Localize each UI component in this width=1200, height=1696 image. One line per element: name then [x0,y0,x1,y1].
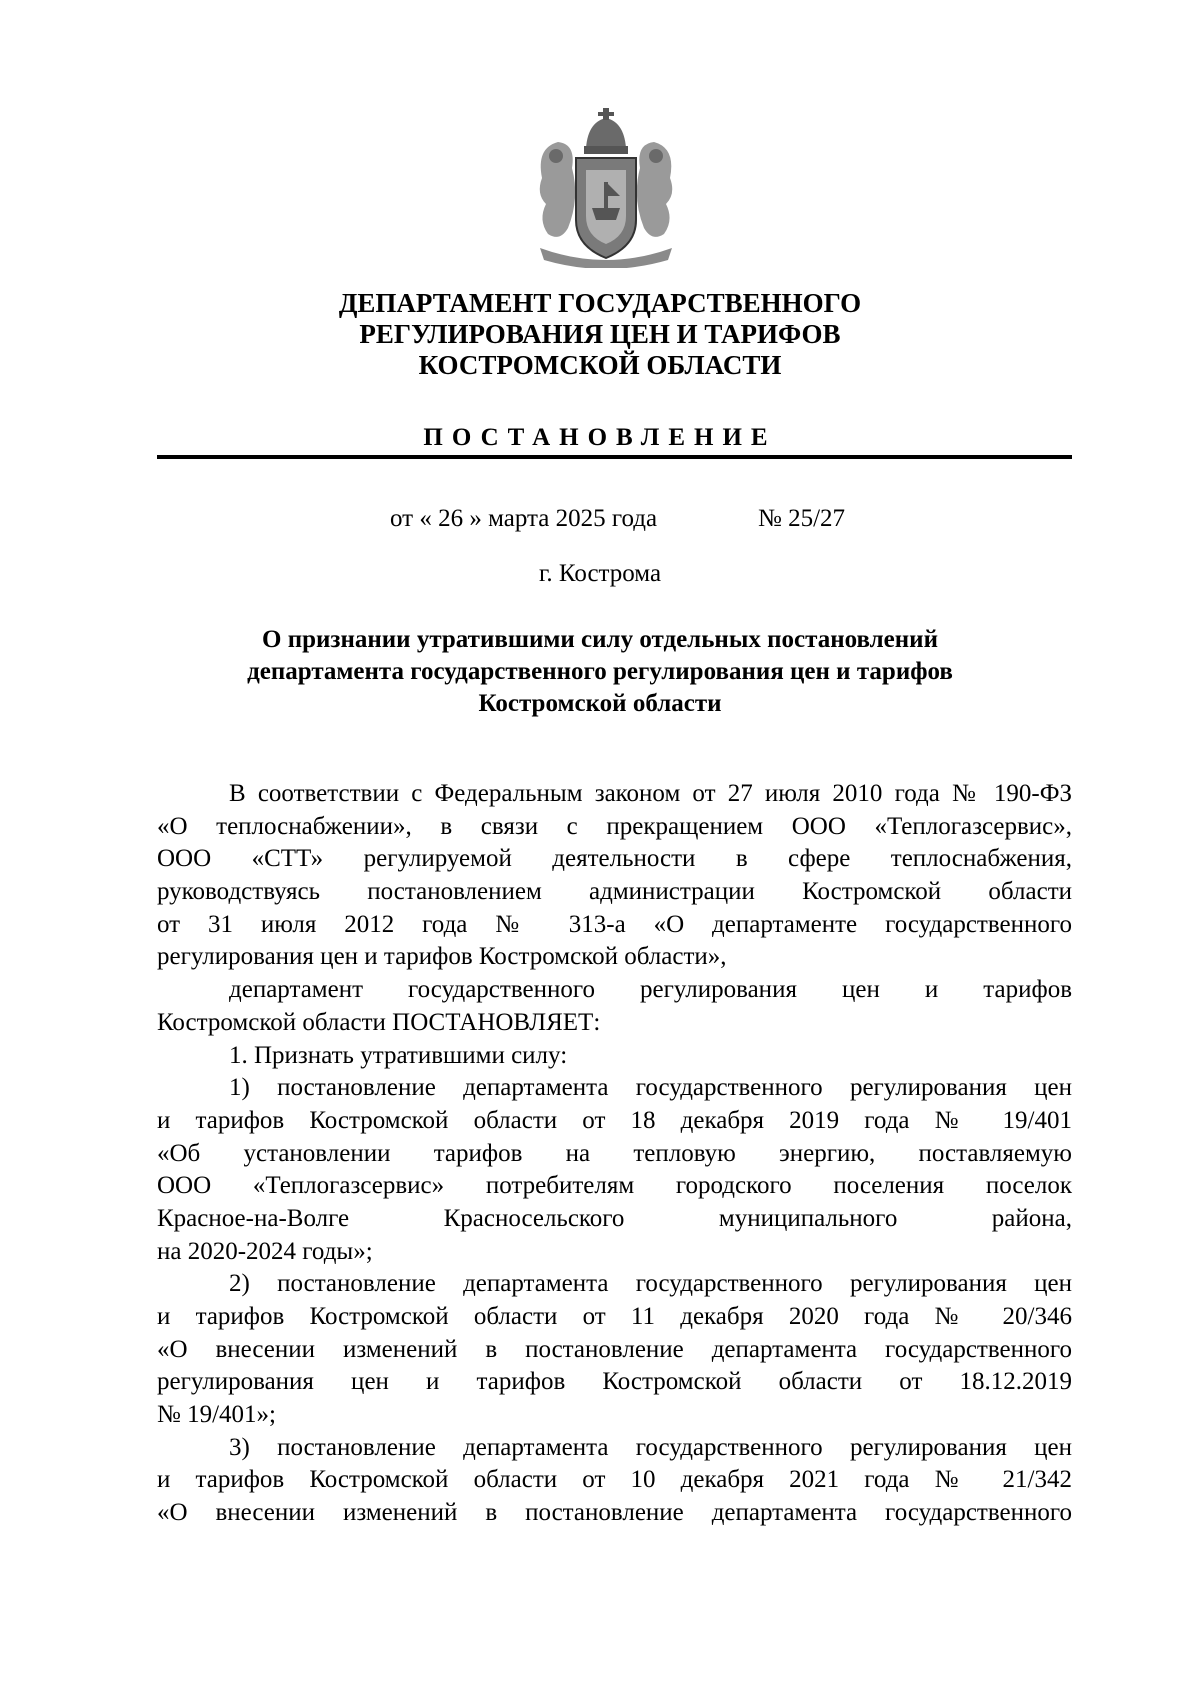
body-line: регулирования цен и тарифов Костромской области от 18.12.2019 [157,1368,1072,1396]
body-line: и тарифов Костромской области от 11 декабря 2020 года № 20/346 [157,1303,1072,1330]
body-line: Костромской области ПОСТАНОВЛЯЕТ: [157,1008,601,1036]
body-line: Красное-на-Волге Красносельского муниципального района, [157,1204,1072,1232]
body-line: «О внесении изменений в постановление департамента государственного [157,1499,1072,1527]
body-line: руководствуясь постановлением администрации Костромской области [157,878,1072,906]
body-line: В соответствии с Федеральным законом от 27 июля 2010 года № 190-ФЗ [229,780,1072,807]
body-line: регулирования цен и тарифов Костромской области», [157,943,727,971]
body-line: «О внесении изменений в постановление департамента государственного [157,1335,1072,1363]
department-name-line-2: РЕГУЛИРОВАНИЯ ЦЕН И ТАРИФОВ [359,319,841,349]
body-line: «О теплоснабжении», в связи с прекращением ООО «Теплогазсервис», [157,812,1072,840]
document-city: г. Кострома [538,560,662,587]
document-date: от « 26 » марта 2025 года [390,505,658,532]
body-line: на 2020-2024 годы»; [157,1237,373,1265]
body-line: и тарифов Костромской области от 10 декабря 2021 года № 21/342 [157,1466,1072,1494]
document-body [157,778,1072,1530]
body-line: ООО «Теплогазсервис» потребителям городского поселения поселок [157,1172,1072,1200]
body-line: 2) постановление департамента государственного регулирования цен [229,1270,1072,1298]
body-line: 3) постановление департамента государственного регулирования цен [229,1433,1072,1461]
body-line: департамент государственного регулирования цен и тарифов [229,976,1072,1004]
department-name-line-1: ДЕПАРТАМЕНТ ГОСУДАРСТВЕННОГО [338,288,862,318]
body-line: «Об установлении тарифов на тепловую энергию, поставляемую [157,1139,1072,1167]
header-divider [157,455,1072,459]
body-line: от 31 июля 2012 года № 313-а «О департаменте государственного [157,910,1072,938]
department-name-line-3: КОСТРОМСКОЙ ОБЛАСТИ [418,350,782,380]
coat-of-arms-icon [532,108,680,268]
body-line: 1) постановление департамента государственного регулирования цен [229,1074,1072,1102]
document-title-line-3: Костромской области [478,690,722,717]
document-number: № 25/27 [758,505,846,532]
body-line: № 19/401»; [157,1401,276,1429]
body-line: 1. Признать утратившими силу: [229,1041,568,1069]
body-line: ООО «СТТ» регулируемой деятельности в сфере теплоснабжения, [157,845,1072,873]
document-title-line-1: О признании утратившими силу отдельных постановлений [262,626,938,653]
document-type-heading: ПОСТАНОВЛЕНИЕ [423,424,777,451]
body-line: и тарифов Костромской области от 18 декабря 2019 года № 19/401 [157,1106,1072,1134]
document-title-line-2: департамента государственного регулирования цен и тарифов [247,658,953,685]
